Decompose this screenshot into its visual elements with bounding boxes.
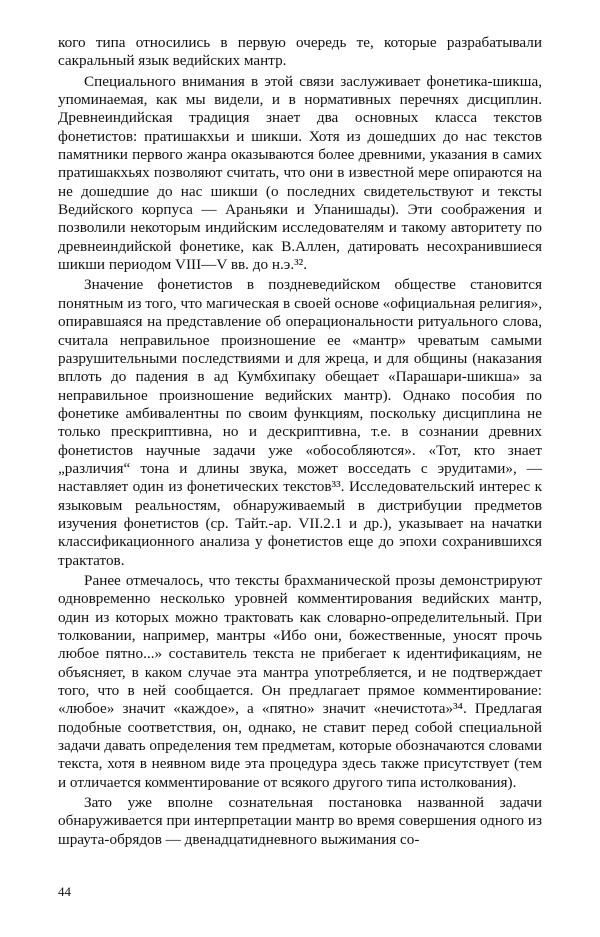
page-body	[58, 34, 542, 849]
page-number: 44	[58, 884, 71, 899]
paragraph-1: кого типа относились в первую очередь те, которые разрабатывали сакральный язык ведийских мантр.	[58, 34, 542, 70]
paragraph-5: Зато уже вполне сознательная постановка названной задачи обнаруживается при интерпретации мантр во время совершения одного из шраута-обрядов — двенадцатидневного выжимания со-	[58, 794, 542, 848]
paragraph-3: Значение фонетистов в поздневедийском обществе становится понятным из того, что магическая в своей основе «официальная религия», опиравшаяся на представление об операциональности ритуального слова, считала неправильное произношение ее «мантр» чреватым самыми разрушительными последствиями и для жреца, и для общины (наказания вплоть до падения в ад Кумбхипаку обещает «Парашари-шикша» за неправильное произношение ведийских мантр). Однако пособия по фонетике амбивалентны по своим функциям, поскольку дисциплина не только прескриптивна, но и дескриптивна, т.е. в сознании древних фонетистов научные задачи уже «обособляются». «Тот, кто знает „различия“ тона и длины звука, может восседать с эрудитами», — наставляет один из фонетических текстов³³. Исследовательский интерес к языковым реальностям, обнаруживаемый в дистрибуции предметов изучения фонетистов (ср. Тайт.-ар. VII.2.1 и др.), указывает на начатки классификационного анализа у фонетистов еще до эпохи сохранившихся трактатов.	[58, 276, 542, 569]
paragraph-4: Ранее отмечалось, что тексты брахманической прозы демонстрируют одновременно несколько уровней комментирования ведийских мантр, один из которых можно трактовать как словарно-определительный. При толковании, например, мантры «Ибо они, божественные, уносят прочь любое пятно...» составитель текста не прибегает к идентификациям, не объясняет, в каком случае эта мантра употребляется, и не подтверждает того, что в ней сообщается. Он предлагает прямое комментирование: «любое» значит «каждое», а «пятно» значит «нечистота»³⁴. Предлагая подобные соответствия, он, однако, не ставит перед собой специальной задачи давать определения тем предметам, которые обозначаются словами текста, хотя в неявном виде эта процедура здесь также присутствует (тем и отличается комментирование от всякого другого типа истолкования).	[58, 571, 542, 791]
paragraph-2: Специального внимания в этой связи заслуживает фонетика-шикша, упоминаемая, как мы видели, и в нормативных перечнях дисциплин. Древнеиндийская традиция знает два основных класса текстов фонетистов: пратишакхьи и шикши. Хотя из дошедших до нас текстов памятники первого жанра оказываются более древними, указания в самих пратишакхьях позволяют считать, что они в известной мере опираются на не дошедшие до нас шикши (о последних свидетельствуют и тексты Ведийского корпуса — Араньяки и Упанишады). Эти соображения и позволили некоторым индийским исследователям и такому авторитету по древнеиндийской фонетике, как В.Аллен, датировать несохранившиеся шикши периодом VIII—V вв. до н.э.³².	[58, 72, 542, 274]
